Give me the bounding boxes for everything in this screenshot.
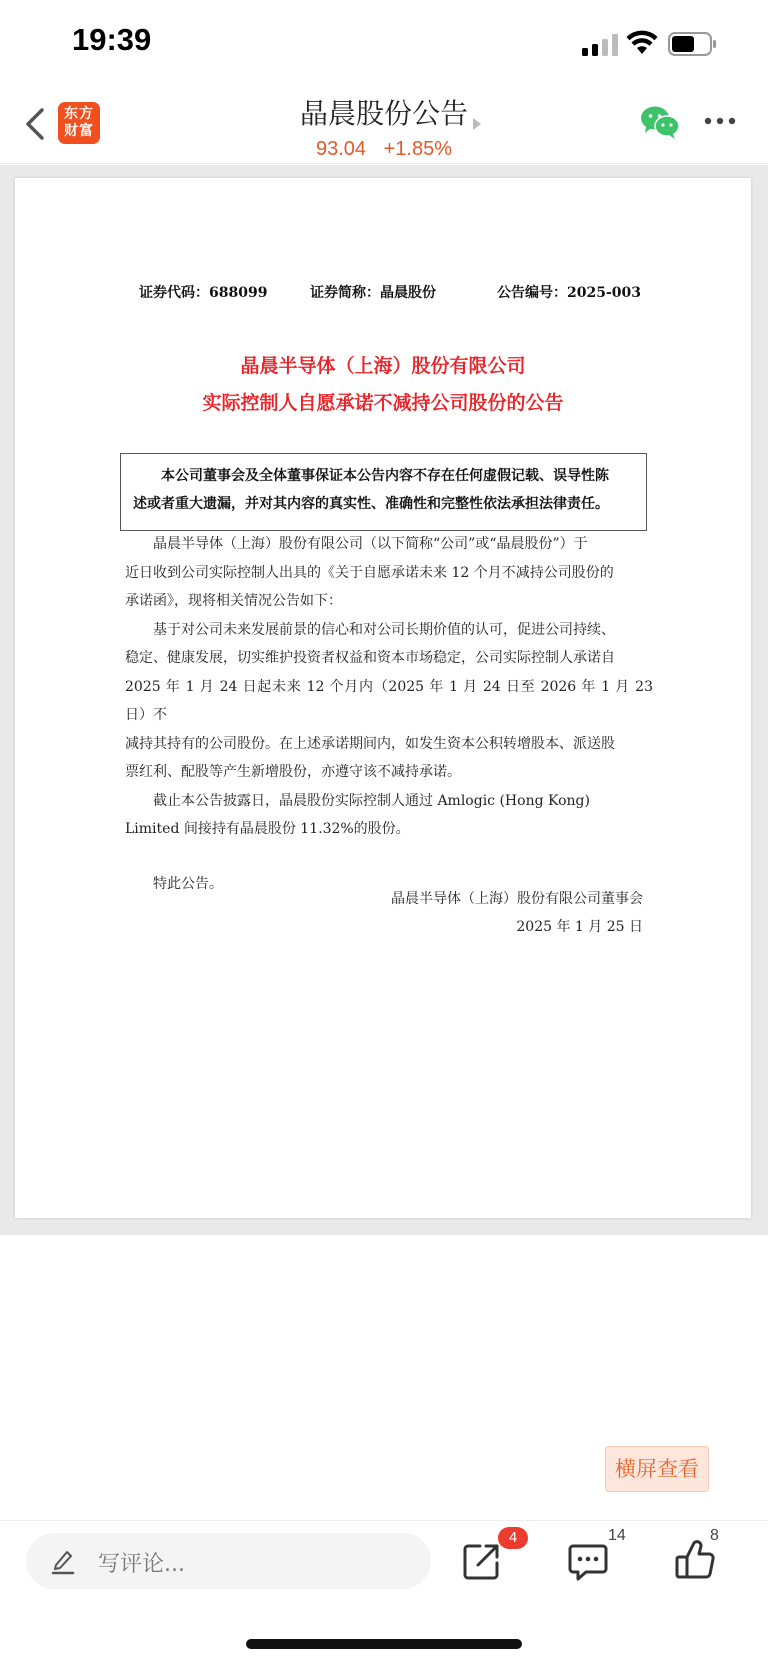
share-count-badge: 4 xyxy=(498,1527,528,1549)
document-title-line2: 实际控制人自愿承诺不减持公司股份的公告 xyxy=(202,392,564,414)
thumbs-up-icon[interactable] xyxy=(675,1539,715,1581)
board-statement-box xyxy=(120,453,647,531)
para1-line3: 承诺函》，现将相关情况公告如下： xyxy=(125,593,342,609)
header-bar xyxy=(0,84,768,164)
para1-line2: 近日收到公司实际控制人出具的《关于自愿承诺未来 12 个月不减持公司股份的 xyxy=(125,564,614,581)
share-icon[interactable] xyxy=(462,1541,502,1581)
para2-line5: 票红利、配股等产生新增股份，亦遵守该不减持承诺。 xyxy=(125,764,461,780)
closing-line: 特此公告。 xyxy=(153,875,223,892)
pen-icon xyxy=(50,1547,76,1575)
board-statement-line1: 本公司董事会及全体董事保证本公告内容不存在任何虚假记载、误导性陈 xyxy=(161,468,609,484)
more-options-icon[interactable] xyxy=(704,114,736,128)
board-statement-line2: 述或者重大遗漏，并对其内容的真实性、准确性和完整性依法承担法律责任。 xyxy=(133,496,609,512)
paragraph-1 xyxy=(125,530,653,616)
comment-icon[interactable] xyxy=(568,1541,608,1581)
para2-line3: 2025 年 1 月 24 日起未来 12 个月内（2025 年 1 月 24 日至 2026 年 1 月 23 日）不 xyxy=(125,678,653,723)
stock-price: 93.04 xyxy=(315,138,367,160)
announcement-page xyxy=(15,178,751,1218)
like-count: 8 xyxy=(710,1527,719,1544)
stock-change: +1.85% xyxy=(383,138,452,160)
para1-line1: 晶晨半导体（上海）股份有限公司（以下简称“公司”或“晶晨股份”）于 xyxy=(153,536,588,552)
battery-icon xyxy=(668,32,718,56)
cellular-signal-icon xyxy=(582,34,620,56)
comment-count: 14 xyxy=(608,1527,626,1544)
announcement-date: 2025 年 1 月 25 日 xyxy=(516,919,643,935)
para2-line1: 基于对公司未来发展前景的信心和对公司长期价值的认可，促进公司持续、 xyxy=(153,621,615,638)
landscape-view-button[interactable]: 横屏查看 xyxy=(605,1446,709,1492)
status-time: 19:39 xyxy=(72,22,152,57)
signer: 晶晨半导体（上海）股份有限公司董事会 xyxy=(391,891,643,907)
para2-line2: 稳定、健康发展，切实维护投资者权益和资本市场稳定，公司实际控制人承诺自 xyxy=(125,650,615,666)
announcement-number: 公告编号：2025-003 xyxy=(497,285,641,301)
comment-placeholder: 写评论... xyxy=(98,1552,185,1577)
para3-line1: 截止本公告披露日，晶晨股份实际控制人通过 Amlogic (Hong Kong) xyxy=(153,792,590,809)
home-indicator[interactable] xyxy=(246,1639,522,1649)
logo-line2: 财富 xyxy=(64,123,94,139)
title-caret-icon[interactable] xyxy=(473,118,481,130)
stock-quote xyxy=(0,138,768,161)
bottom-action-bar xyxy=(0,1520,768,1662)
document-title-line1: 晶晨半导体（上海）股份有限公司 xyxy=(240,355,526,377)
paragraph-2 xyxy=(125,616,653,787)
wifi-icon xyxy=(626,30,658,56)
document-body xyxy=(125,530,653,898)
status-bar xyxy=(0,0,768,84)
para3-line2: Limited 间接持有晶晨股份 11.32%的股份。 xyxy=(125,821,410,837)
para2-line4: 减持其持有的公司股份。在上述承诺期间内，如发生资本公积转增股本、派送股 xyxy=(125,735,615,752)
security-short-name: 证券简称：晶晨股份 xyxy=(310,285,436,301)
page-title: 晶晨股份公告 xyxy=(299,97,468,130)
paragraph-3 xyxy=(125,787,653,844)
comment-input[interactable] xyxy=(26,1533,431,1589)
wechat-share-icon[interactable] xyxy=(640,104,680,140)
logo-line1: 东方 xyxy=(64,106,94,122)
security-code: 证券代码：688099 xyxy=(139,285,268,301)
